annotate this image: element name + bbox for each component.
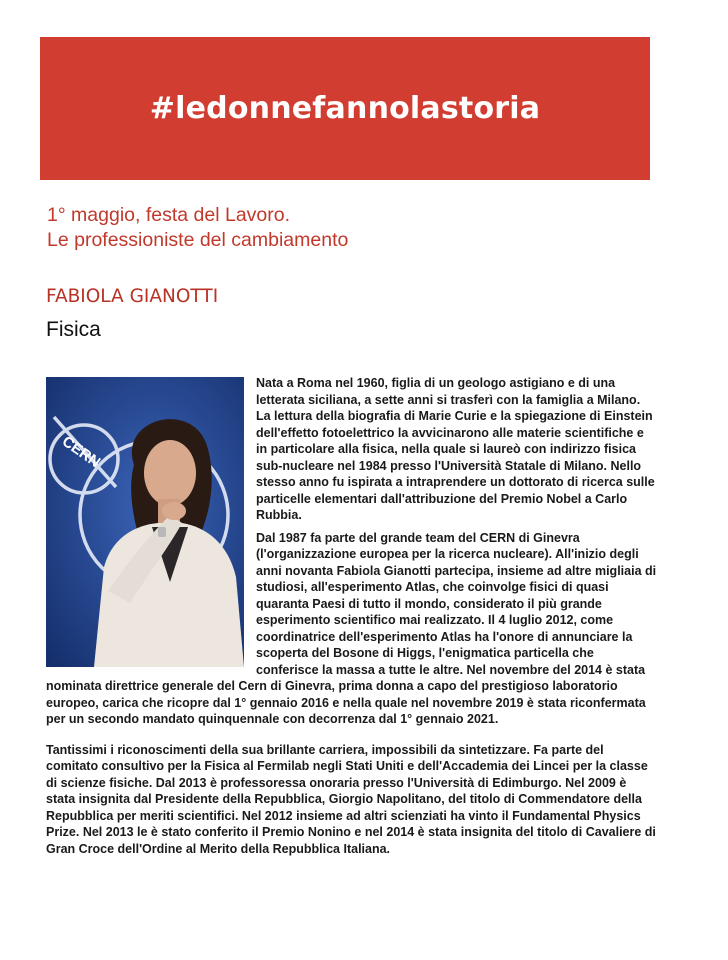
cern-logo-text: CERN — [58, 432, 104, 472]
banner-hashtag: #ledonnefannolastoria — [149, 91, 541, 126]
subtitle — [47, 203, 348, 253]
subtitle-line-1: 1° maggio, festa del Lavoro. — [47, 204, 291, 226]
person-profession: Fisica — [46, 318, 101, 341]
bio-paragraph-3: Tantissimi i riconoscimenti della sua brillante carriera, impossibili da sintetizzare. Fa parte del comitato consultivo per la Fisica al Fermilab negli Stati Uniti e dell'Accademia dei Lincei per la classe di scienze fisiche. Dal 2013 è professoressa onoraria presso l'Università di Edimburgo. Nel 2009 è stata insignita dal Presidente della Repubblica, Giorgio Napolitano, del titolo di Commendatore della Repubblica per meriti scientifici. Nel 2012 insieme ad altri scienziati ha vinto il Fundamental Physics Prize. Nel 2013 le è stato conferito il Premio Nonino e nel 2014 è stata insignita del titolo di Cavaliere di Gran Croce dell'Ordine al Merito della Repubblica Italiana. — [46, 742, 656, 856]
hashtag-banner — [40, 37, 650, 180]
bio-paragraph-1: Nata a Roma nel 1960, figlia di un geologo astigiano e di una letterata siciliana, a sette anni si trasferì con la famiglia a Milano. La lettura della biografia di Marie Curie e la spiegazione di Einstein dell'effetto fotoelettrico la avvicinarono alle materie scientifiche e in particolare alla fisica, nella quale si laureò con indirizzo fisica sub-nucleare nel 1984 presso l'Università Statale di Milano. Nello stesso anno fu ispirata a intraprendere un dottorato di ricerca sulle particelle elementari dall'attribuzione del Premio Nobel a Carlo Rubbia. — [256, 376, 655, 522]
biography — [46, 375, 658, 857]
bio-paragraph-2: Dal 1987 fa parte del grande team del CERN di Ginevra (l'organizzazione europea per la ricerca nucleare). All'inizio degli anni novanta Fabiola Gianotti partecipa, insieme ad altre migliaia di studiosi, all'esperimento Atlas, che coinvolge fisici di quasi quaranta Paesi di tutto il mondo, considerato il più grande esperimento scientifico mai realizzato. Il 4 luglio 2012, come coordinatrice dell'esperimento Atlas ha l'onore di annunciare la scoperta del Bosone di Higgs, l'enigmatica particella che conferisce la massa a tutte le altre. Nel novembre del 2014 è stata nominata direttrice generale del Cern di Ginevra, prima donna a capo del prestigioso laboratorio europeo, carica che ricopre dal 1° gennaio 2016 e nella quale nel novembre 2019 è stata riconfermata per un secondo mandato quinquennale con decorrenza dal 1° gennaio 2021. — [46, 530, 657, 726]
person-name: FABIOLA GIANOTTI — [46, 286, 219, 307]
subtitle-line-2: Le professioniste del cambiamento — [47, 229, 349, 251]
photo-spacer — [46, 375, 256, 667]
